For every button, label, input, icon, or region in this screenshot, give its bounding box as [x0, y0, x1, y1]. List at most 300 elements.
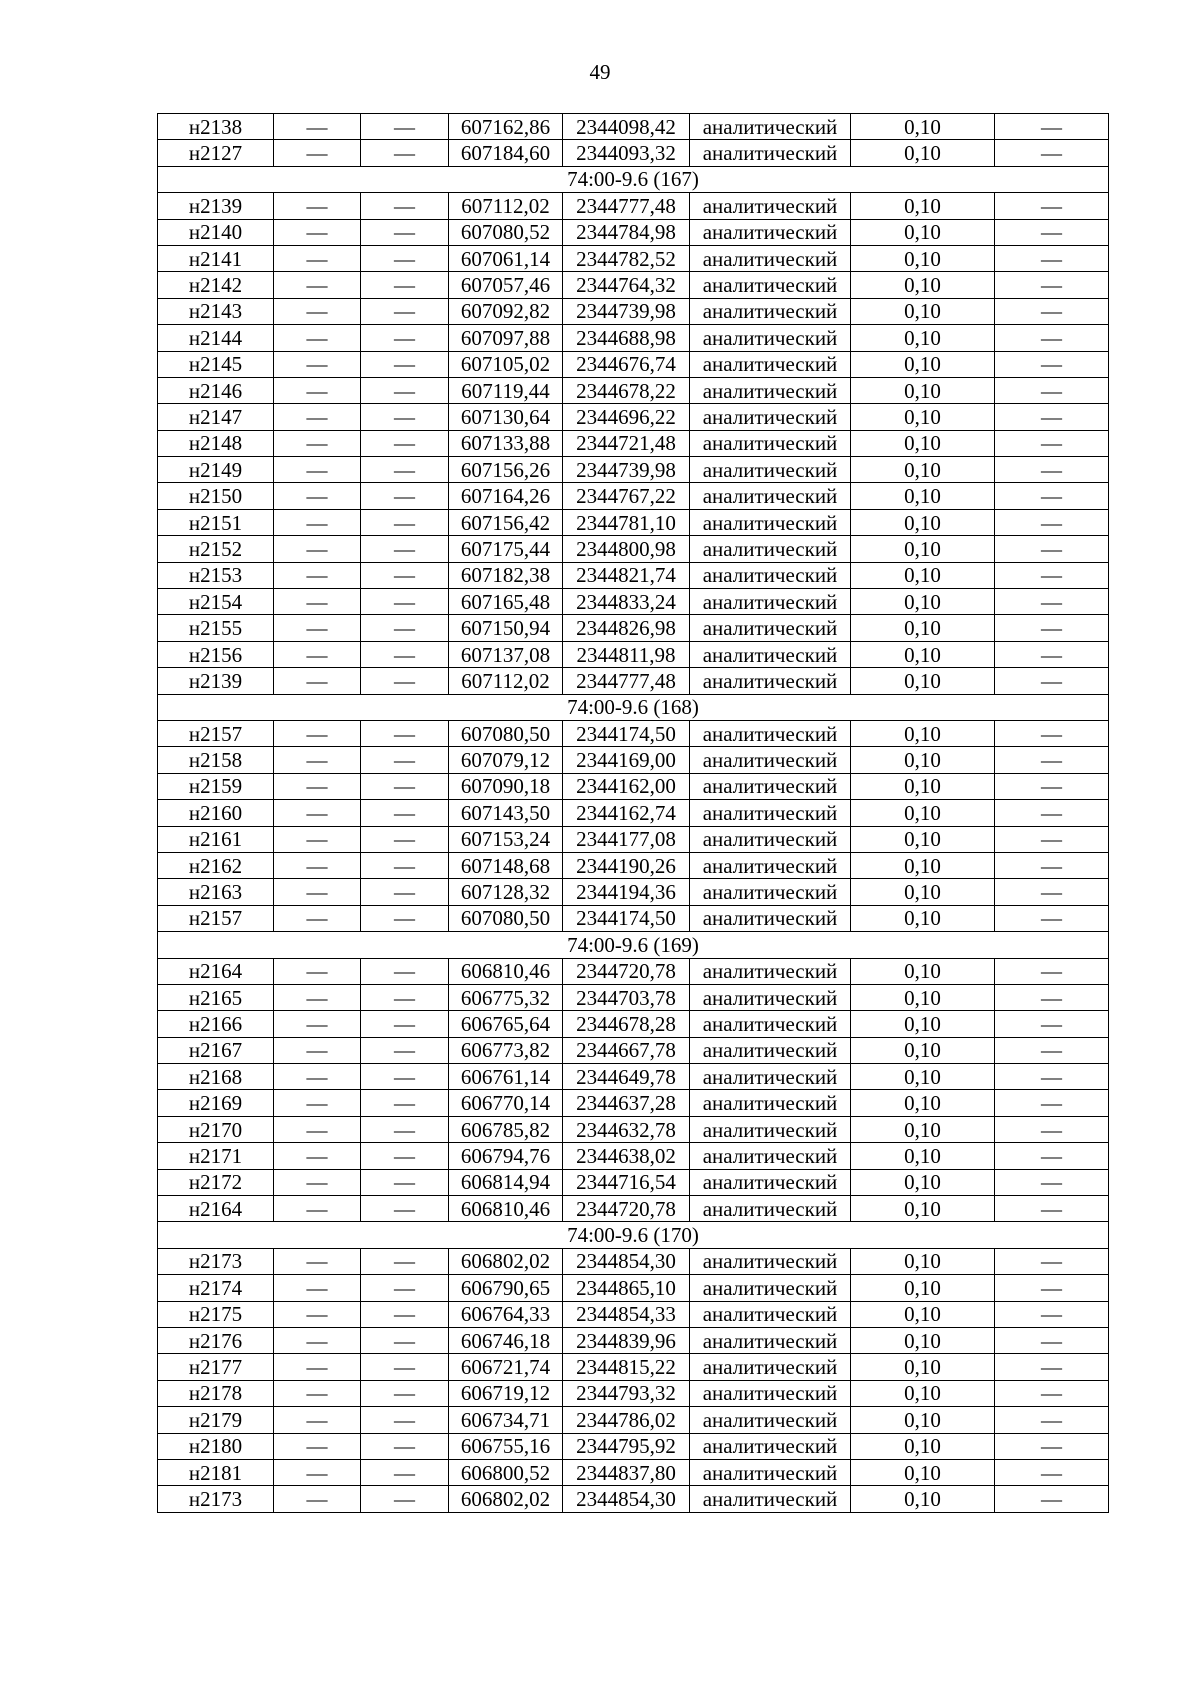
accuracy-cell: 0,10	[851, 536, 995, 562]
method-cell: аналитический	[690, 905, 851, 931]
table-row	[158, 457, 1109, 483]
method-cell: аналитический	[690, 747, 851, 773]
y-coordinate-cell: 2344777,48	[563, 193, 690, 219]
method-cell: аналитический	[690, 377, 851, 403]
y-coordinate-cell: 2344781,10	[563, 509, 690, 535]
old-x-cell: —	[274, 1486, 361, 1512]
table-row	[158, 1196, 1109, 1222]
old-x-cell: —	[274, 747, 361, 773]
description-cell: —	[995, 984, 1109, 1010]
accuracy-cell: 0,10	[851, 1327, 995, 1353]
description-cell: —	[995, 1354, 1109, 1380]
old-y-cell: —	[361, 1486, 449, 1512]
point-name-cell: н2157	[158, 905, 274, 931]
y-coordinate-cell: 2344649,78	[563, 1064, 690, 1090]
accuracy-cell: 0,10	[851, 747, 995, 773]
old-x-cell: —	[274, 826, 361, 852]
description-cell: —	[995, 114, 1109, 140]
point-name-cell: н2138	[158, 114, 274, 140]
method-cell: аналитический	[690, 852, 851, 878]
point-name-cell: н2173	[158, 1486, 274, 1512]
description-cell: —	[995, 404, 1109, 430]
accuracy-cell: 0,10	[851, 958, 995, 984]
point-name-cell: н2140	[158, 219, 274, 245]
table-row	[158, 800, 1109, 826]
old-x-cell: —	[274, 1301, 361, 1327]
old-y-cell: —	[361, 1037, 449, 1063]
method-cell: аналитический	[690, 641, 851, 667]
description-cell: —	[995, 483, 1109, 509]
accuracy-cell: 0,10	[851, 245, 995, 271]
description-cell: —	[995, 193, 1109, 219]
accuracy-cell: 0,10	[851, 1116, 995, 1142]
x-coordinate-cell: 607148,68	[449, 852, 563, 878]
point-name-cell: н2144	[158, 325, 274, 351]
description-cell: —	[995, 747, 1109, 773]
point-name-cell: н2155	[158, 615, 274, 641]
accuracy-cell: 0,10	[851, 272, 995, 298]
old-x-cell: —	[274, 404, 361, 430]
old-y-cell: —	[361, 1301, 449, 1327]
y-coordinate-cell: 2344688,98	[563, 325, 690, 351]
table-row	[158, 140, 1109, 166]
y-coordinate-cell: 2344696,22	[563, 404, 690, 430]
section-header-row	[158, 1222, 1109, 1248]
method-cell: аналитический	[690, 483, 851, 509]
description-cell: —	[995, 219, 1109, 245]
method-cell: аналитический	[690, 457, 851, 483]
table-row	[158, 219, 1109, 245]
old-x-cell: —	[274, 1143, 361, 1169]
section-header-row	[158, 932, 1109, 958]
method-cell: аналитический	[690, 1354, 851, 1380]
description-cell: —	[995, 1433, 1109, 1459]
point-name-cell: н2166	[158, 1011, 274, 1037]
y-coordinate-cell: 2344174,50	[563, 720, 690, 746]
accuracy-cell: 0,10	[851, 773, 995, 799]
description-cell: —	[995, 457, 1109, 483]
old-y-cell: —	[361, 1090, 449, 1116]
accuracy-cell: 0,10	[851, 1380, 995, 1406]
point-name-cell: н2147	[158, 404, 274, 430]
description-cell: —	[995, 668, 1109, 694]
point-name-cell: н2164	[158, 1196, 274, 1222]
method-cell: аналитический	[690, 430, 851, 456]
point-name-cell: н2177	[158, 1354, 274, 1380]
point-name-cell: н2152	[158, 536, 274, 562]
description-cell: —	[995, 1090, 1109, 1116]
old-y-cell: —	[361, 272, 449, 298]
y-coordinate-cell: 2344786,02	[563, 1407, 690, 1433]
point-name-cell: н2153	[158, 562, 274, 588]
accuracy-cell: 0,10	[851, 1301, 995, 1327]
old-y-cell: —	[361, 351, 449, 377]
point-name-cell: н2160	[158, 800, 274, 826]
method-cell: аналитический	[690, 1301, 851, 1327]
point-name-cell: н2168	[158, 1064, 274, 1090]
x-coordinate-cell: 606794,76	[449, 1143, 563, 1169]
accuracy-cell: 0,10	[851, 1090, 995, 1116]
method-cell: аналитический	[690, 272, 851, 298]
accuracy-cell: 0,10	[851, 114, 995, 140]
old-x-cell: —	[274, 668, 361, 694]
y-coordinate-cell: 2344678,22	[563, 377, 690, 403]
old-x-cell: —	[274, 1354, 361, 1380]
table-row	[158, 958, 1109, 984]
y-coordinate-cell: 2344826,98	[563, 615, 690, 641]
point-name-cell: н2178	[158, 1380, 274, 1406]
x-coordinate-cell: 607080,50	[449, 720, 563, 746]
method-cell: аналитический	[690, 509, 851, 535]
y-coordinate-cell: 2344162,00	[563, 773, 690, 799]
old-x-cell: —	[274, 1011, 361, 1037]
method-cell: аналитический	[690, 1459, 851, 1485]
old-x-cell: —	[274, 905, 361, 931]
table-row	[158, 325, 1109, 351]
point-name-cell: н2139	[158, 193, 274, 219]
table-row	[158, 245, 1109, 271]
old-x-cell: —	[274, 1064, 361, 1090]
accuracy-cell: 0,10	[851, 457, 995, 483]
y-coordinate-cell: 2344795,92	[563, 1433, 690, 1459]
method-cell: аналитический	[690, 1380, 851, 1406]
table-row	[158, 773, 1109, 799]
point-name-cell: н2164	[158, 958, 274, 984]
description-cell: —	[995, 1380, 1109, 1406]
description-cell: —	[995, 1037, 1109, 1063]
old-x-cell: —	[274, 589, 361, 615]
table-row	[158, 1486, 1109, 1512]
old-y-cell: —	[361, 879, 449, 905]
table-row	[158, 720, 1109, 746]
description-cell: —	[995, 1327, 1109, 1353]
old-y-cell: —	[361, 1407, 449, 1433]
table-row	[158, 562, 1109, 588]
y-coordinate-cell: 2344854,30	[563, 1248, 690, 1274]
description-cell: —	[995, 351, 1109, 377]
x-coordinate-cell: 606719,12	[449, 1380, 563, 1406]
x-coordinate-cell: 606765,64	[449, 1011, 563, 1037]
x-coordinate-cell: 606764,33	[449, 1301, 563, 1327]
point-name-cell: н2127	[158, 140, 274, 166]
old-x-cell: —	[274, 958, 361, 984]
point-name-cell: н2143	[158, 298, 274, 324]
old-x-cell: —	[274, 140, 361, 166]
x-coordinate-cell: 606814,94	[449, 1169, 563, 1195]
table-row	[158, 193, 1109, 219]
page-number: 49	[589, 60, 611, 84]
accuracy-cell: 0,10	[851, 905, 995, 931]
parcel-number: 74:00-9.6 (167)	[158, 166, 1109, 192]
old-x-cell: —	[274, 430, 361, 456]
accuracy-cell: 0,10	[851, 641, 995, 667]
description-cell: —	[995, 1407, 1109, 1433]
old-x-cell: —	[274, 1433, 361, 1459]
x-coordinate-cell: 607175,44	[449, 536, 563, 562]
old-y-cell: —	[361, 377, 449, 403]
accuracy-cell: 0,10	[851, 1433, 995, 1459]
method-cell: аналитический	[690, 298, 851, 324]
old-x-cell: —	[274, 377, 361, 403]
x-coordinate-cell: 607097,88	[449, 325, 563, 351]
old-x-cell: —	[274, 773, 361, 799]
x-coordinate-cell: 607090,18	[449, 773, 563, 799]
old-y-cell: —	[361, 1011, 449, 1037]
x-coordinate-cell: 606761,14	[449, 1064, 563, 1090]
x-coordinate-cell: 607080,50	[449, 905, 563, 931]
point-name-cell: н2167	[158, 1037, 274, 1063]
old-y-cell: —	[361, 1248, 449, 1274]
old-y-cell: —	[361, 668, 449, 694]
x-coordinate-cell: 607112,02	[449, 668, 563, 694]
y-coordinate-cell: 2344678,28	[563, 1011, 690, 1037]
x-coordinate-cell: 606802,02	[449, 1486, 563, 1512]
y-coordinate-cell: 2344811,98	[563, 641, 690, 667]
description-cell: —	[995, 1486, 1109, 1512]
method-cell: аналитический	[690, 1327, 851, 1353]
x-coordinate-cell: 606802,02	[449, 1248, 563, 1274]
accuracy-cell: 0,10	[851, 298, 995, 324]
coordinates-table	[157, 113, 1109, 1513]
description-cell: —	[995, 826, 1109, 852]
old-x-cell: —	[274, 114, 361, 140]
accuracy-cell: 0,10	[851, 1459, 995, 1485]
description-cell: —	[995, 298, 1109, 324]
table-row	[158, 1011, 1109, 1037]
method-cell: аналитический	[690, 404, 851, 430]
accuracy-cell: 0,10	[851, 589, 995, 615]
method-cell: аналитический	[690, 1037, 851, 1063]
method-cell: аналитический	[690, 536, 851, 562]
old-y-cell: —	[361, 404, 449, 430]
old-x-cell: —	[274, 193, 361, 219]
accuracy-cell: 0,10	[851, 351, 995, 377]
old-y-cell: —	[361, 219, 449, 245]
y-coordinate-cell: 2344716,54	[563, 1169, 690, 1195]
old-x-cell: —	[274, 483, 361, 509]
accuracy-cell: 0,10	[851, 1407, 995, 1433]
table-row	[158, 641, 1109, 667]
x-coordinate-cell: 606773,82	[449, 1037, 563, 1063]
accuracy-cell: 0,10	[851, 720, 995, 746]
old-x-cell: —	[274, 1407, 361, 1433]
point-name-cell: н2181	[158, 1459, 274, 1485]
old-x-cell: —	[274, 272, 361, 298]
description-cell: —	[995, 852, 1109, 878]
method-cell: аналитический	[690, 1116, 851, 1142]
method-cell: аналитический	[690, 615, 851, 641]
old-x-cell: —	[274, 509, 361, 535]
parcel-number: 74:00-9.6 (169)	[158, 932, 1109, 958]
point-name-cell: н2162	[158, 852, 274, 878]
old-x-cell: —	[274, 245, 361, 271]
point-name-cell: н2158	[158, 747, 274, 773]
x-coordinate-cell: 607164,26	[449, 483, 563, 509]
accuracy-cell: 0,10	[851, 219, 995, 245]
old-x-cell: —	[274, 219, 361, 245]
accuracy-cell: 0,10	[851, 1248, 995, 1274]
description-cell: —	[995, 1143, 1109, 1169]
point-name-cell: н2176	[158, 1327, 274, 1353]
description-cell: —	[995, 641, 1109, 667]
y-coordinate-cell: 2344667,78	[563, 1037, 690, 1063]
old-x-cell: —	[274, 1380, 361, 1406]
accuracy-cell: 0,10	[851, 430, 995, 456]
accuracy-cell: 0,10	[851, 377, 995, 403]
x-coordinate-cell: 606721,74	[449, 1354, 563, 1380]
old-y-cell: —	[361, 747, 449, 773]
y-coordinate-cell: 2344721,48	[563, 430, 690, 456]
old-y-cell: —	[361, 457, 449, 483]
table-row	[158, 1090, 1109, 1116]
y-coordinate-cell: 2344815,22	[563, 1354, 690, 1380]
x-coordinate-cell: 607162,86	[449, 114, 563, 140]
parcel-number: 74:00-9.6 (170)	[158, 1222, 1109, 1248]
table-row	[158, 826, 1109, 852]
table-row	[158, 984, 1109, 1010]
old-y-cell: —	[361, 1143, 449, 1169]
point-name-cell: н2159	[158, 773, 274, 799]
y-coordinate-cell: 2344162,74	[563, 800, 690, 826]
x-coordinate-cell: 607130,64	[449, 404, 563, 430]
table-row	[158, 1459, 1109, 1485]
method-cell: аналитический	[690, 114, 851, 140]
table-row	[158, 668, 1109, 694]
point-name-cell: н2172	[158, 1169, 274, 1195]
section-header-row	[158, 166, 1109, 192]
old-y-cell: —	[361, 1275, 449, 1301]
point-name-cell: н2173	[158, 1248, 274, 1274]
old-y-cell: —	[361, 852, 449, 878]
old-y-cell: —	[361, 245, 449, 271]
old-x-cell: —	[274, 1037, 361, 1063]
point-name-cell: н2146	[158, 377, 274, 403]
x-coordinate-cell: 607105,02	[449, 351, 563, 377]
x-coordinate-cell: 606770,14	[449, 1090, 563, 1116]
method-cell: аналитический	[690, 773, 851, 799]
method-cell: аналитический	[690, 1433, 851, 1459]
description-cell: —	[995, 1011, 1109, 1037]
description-cell: —	[995, 1169, 1109, 1195]
accuracy-cell: 0,10	[851, 879, 995, 905]
x-coordinate-cell: 606755,16	[449, 1433, 563, 1459]
old-y-cell: —	[361, 615, 449, 641]
accuracy-cell: 0,10	[851, 1143, 995, 1169]
y-coordinate-cell: 2344190,26	[563, 852, 690, 878]
x-coordinate-cell: 607061,14	[449, 245, 563, 271]
description-cell: —	[995, 615, 1109, 641]
y-coordinate-cell: 2344637,28	[563, 1090, 690, 1116]
old-x-cell: —	[274, 1327, 361, 1353]
point-name-cell: н2163	[158, 879, 274, 905]
table-row	[158, 298, 1109, 324]
y-coordinate-cell: 2344777,48	[563, 668, 690, 694]
y-coordinate-cell: 2344865,10	[563, 1275, 690, 1301]
y-coordinate-cell: 2344833,24	[563, 589, 690, 615]
y-coordinate-cell: 2344739,98	[563, 298, 690, 324]
table-row	[158, 1354, 1109, 1380]
old-y-cell: —	[361, 1327, 449, 1353]
table-row	[158, 1143, 1109, 1169]
method-cell: аналитический	[690, 1011, 851, 1037]
old-y-cell: —	[361, 720, 449, 746]
x-coordinate-cell: 606785,82	[449, 1116, 563, 1142]
point-name-cell: н2154	[158, 589, 274, 615]
description-cell: —	[995, 720, 1109, 746]
description-cell: —	[995, 430, 1109, 456]
old-x-cell: —	[274, 720, 361, 746]
old-y-cell: —	[361, 562, 449, 588]
x-coordinate-cell: 607092,82	[449, 298, 563, 324]
old-x-cell: —	[274, 1248, 361, 1274]
old-y-cell: —	[361, 1064, 449, 1090]
old-y-cell: —	[361, 114, 449, 140]
accuracy-cell: 0,10	[851, 1275, 995, 1301]
old-x-cell: —	[274, 351, 361, 377]
point-name-cell: н2141	[158, 245, 274, 271]
old-y-cell: —	[361, 1354, 449, 1380]
old-x-cell: —	[274, 1169, 361, 1195]
old-x-cell: —	[274, 800, 361, 826]
method-cell: аналитический	[690, 193, 851, 219]
x-coordinate-cell: 607150,94	[449, 615, 563, 641]
description-cell: —	[995, 245, 1109, 271]
y-coordinate-cell: 2344177,08	[563, 826, 690, 852]
x-coordinate-cell: 607143,50	[449, 800, 563, 826]
table-row	[158, 1248, 1109, 1274]
y-coordinate-cell: 2344093,32	[563, 140, 690, 166]
point-name-cell: н2175	[158, 1301, 274, 1327]
y-coordinate-cell: 2344174,50	[563, 905, 690, 931]
x-coordinate-cell: 606810,46	[449, 1196, 563, 1222]
x-coordinate-cell: 607112,02	[449, 193, 563, 219]
old-y-cell: —	[361, 140, 449, 166]
x-coordinate-cell: 607080,52	[449, 219, 563, 245]
method-cell: аналитический	[690, 958, 851, 984]
accuracy-cell: 0,10	[851, 1354, 995, 1380]
old-x-cell: —	[274, 325, 361, 351]
y-coordinate-cell: 2344854,33	[563, 1301, 690, 1327]
old-y-cell: —	[361, 509, 449, 535]
accuracy-cell: 0,10	[851, 193, 995, 219]
old-y-cell: —	[361, 826, 449, 852]
accuracy-cell: 0,10	[851, 984, 995, 1010]
x-coordinate-cell: 606790,65	[449, 1275, 563, 1301]
method-cell: аналитический	[690, 826, 851, 852]
description-cell: —	[995, 377, 1109, 403]
old-x-cell: —	[274, 562, 361, 588]
accuracy-cell: 0,10	[851, 852, 995, 878]
old-x-cell: —	[274, 879, 361, 905]
method-cell: аналитический	[690, 589, 851, 615]
description-cell: —	[995, 1459, 1109, 1485]
point-name-cell: н2139	[158, 668, 274, 694]
accuracy-cell: 0,10	[851, 1169, 995, 1195]
x-coordinate-cell: 607057,46	[449, 272, 563, 298]
table-row	[158, 905, 1109, 931]
table-row	[158, 351, 1109, 377]
accuracy-cell: 0,10	[851, 826, 995, 852]
table-row	[158, 1301, 1109, 1327]
method-cell: аналитический	[690, 1064, 851, 1090]
y-coordinate-cell: 2344632,78	[563, 1116, 690, 1142]
table-row	[158, 114, 1109, 140]
point-name-cell: н2165	[158, 984, 274, 1010]
x-coordinate-cell: 607156,26	[449, 457, 563, 483]
old-y-cell: —	[361, 958, 449, 984]
old-y-cell: —	[361, 641, 449, 667]
y-coordinate-cell: 2344767,22	[563, 483, 690, 509]
